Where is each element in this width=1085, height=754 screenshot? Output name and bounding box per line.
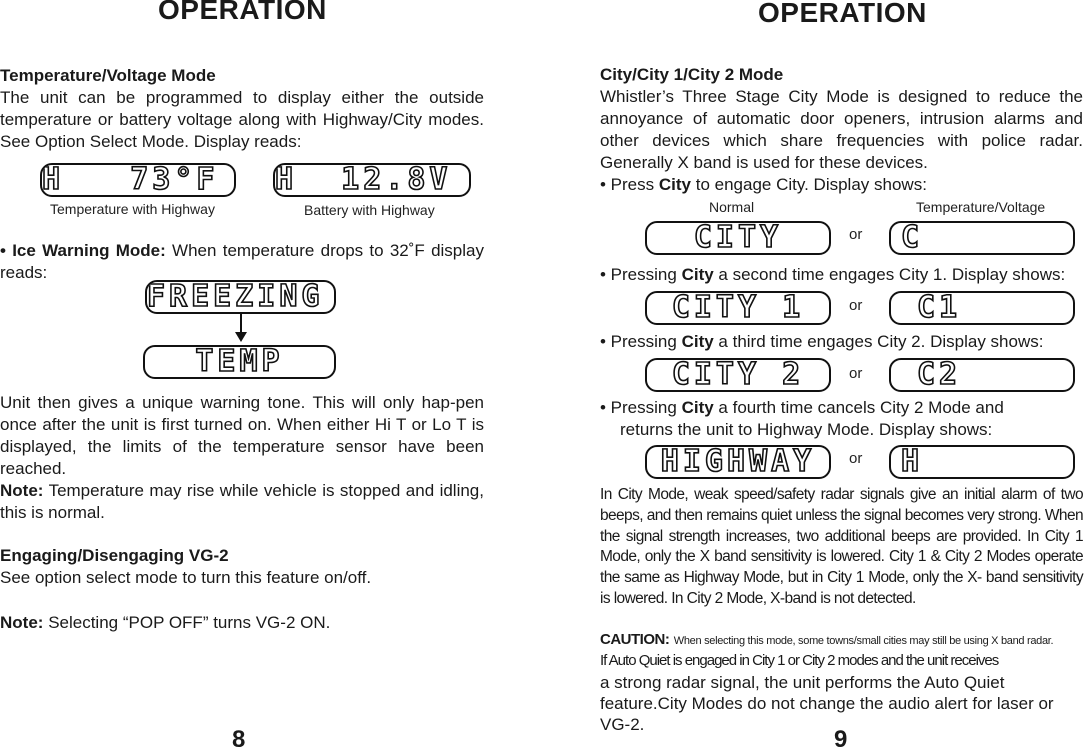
bullet-2-pre: • Pressing <box>600 265 677 284</box>
caption-temp-highway: Temperature with Highway <box>50 201 215 217</box>
lcd-city: CITY <box>645 221 831 255</box>
lcd-city-2: CITY 2 <box>645 358 831 392</box>
bullet-4-bold: City <box>681 398 714 417</box>
lcd-c: C <box>889 221 1075 255</box>
page-number-right: 9 <box>834 726 848 753</box>
city-mode-para: In City Mode, weak speed/safety radar signals give an initial alarm of two beeps, and then remains quiet unless the signal becomes very strong. When the signal strength increases, two additional beeps are provided. In City 1 Mode, only the X band sensitivity is lowered. City 1 & City 2 Modes operate the same as Highway Mode, but in City 1 Mode, only the X- band sensitivity is lowered. In City 2 Mode, X-band is not detected. <box>600 486 1083 607</box>
vg2-title: Engaging/Disengaging VG-2 <box>0 546 229 565</box>
lcd-freezing: FREEZING <box>145 280 336 314</box>
caption-battery-highway: Battery with Highway <box>304 202 435 218</box>
lcd-battery-highway: H 12.8V <box>273 163 471 197</box>
or-label-3: or <box>849 365 863 382</box>
after-warning-text: Unit then gives a unique warning tone. This will only hap-pen once after the unit is first turned on. When either Hi T or Lo T is displayed, the limits of the temperature sensor have been reached. <box>0 393 484 478</box>
bullet-1-post: to engage City. Display shows: <box>695 175 927 194</box>
bullet-3-post: a third time engages City 2. Display shows: <box>718 332 1044 351</box>
bullet-4-pre: • Pressing <box>600 398 677 417</box>
bullet-4 <box>600 397 1004 419</box>
col-normal-label: Normal <box>709 199 755 215</box>
lcd-h: H <box>889 445 1075 479</box>
lcd-c1: C1 <box>889 291 1075 325</box>
or-label-4: or <box>849 450 863 467</box>
temp-voltage-title: Temperature/Voltage Mode <box>0 66 216 85</box>
lcd-temp-highway: H 73°F <box>40 163 236 197</box>
lcd-c2: C2 <box>889 358 1075 392</box>
city-body: Whistler’s Three Stage City Mode is designed to reduce the annoyance of automatic door openers, intrusion alarms and other devices which share frequencies with police radar. Generally X band is used for these devices. <box>600 87 1083 172</box>
bullet-2-bold: City <box>681 265 714 284</box>
bullet-4-line2: returns the unit to Highway Mode. Display shows: <box>620 420 993 439</box>
vg2-body: See option select mode to turn this feature on/off. <box>0 568 372 587</box>
note1-para <box>0 480 484 524</box>
bullet-1 <box>600 174 927 196</box>
bullet-4-post: a fourth time cancels City 2 Mode and <box>718 398 1004 417</box>
page-header-left: OPERATION <box>158 0 327 25</box>
auto-quiet-rest: a strong radar signal, the unit performs the Auto Quiet feature.City Modes do not change the audio alert for laser or VG-2. <box>600 673 1054 734</box>
bullet-2-post: a second time engages City 1. Display shows: <box>718 265 1066 284</box>
note2-para <box>0 612 330 634</box>
col-tempvolt-label: Temperature/Voltage <box>916 199 1046 215</box>
ice-warning-label: • Ice Warning Mode: <box>0 241 166 260</box>
note2-label: Note: <box>0 613 44 632</box>
bullet-3-pre: • Pressing <box>600 332 677 351</box>
bullet-2 <box>600 264 1065 286</box>
note2-text: Selecting “POP OFF” turns VG-2 ON. <box>48 613 331 632</box>
city-title: City/City 1/City 2 Mode <box>600 65 784 84</box>
auto-quiet-line1: If Auto Quiet is engaged in City 1 or City 2 modes and the unit receives <box>600 652 999 669</box>
page-number-left: 8 <box>232 726 246 753</box>
caution-line <box>600 631 1085 649</box>
or-label-1: or <box>849 226 863 243</box>
page-header-right: OPERATION <box>758 0 927 28</box>
or-label-2: or <box>849 297 863 314</box>
note1-label: Note: <box>0 481 44 500</box>
bullet-1-bold: City <box>658 175 691 194</box>
lcd-temp: TEMP <box>143 345 336 379</box>
bullet-3 <box>600 331 1043 353</box>
temp-voltage-body: The unit can be programmed to display either the outside temperature or battery voltage along with Highway/City modes. See Option Select Mode. Display reads: <box>0 88 484 151</box>
down-arrow-icon <box>232 314 250 344</box>
bullet-3-bold: City <box>681 332 714 351</box>
caution-text: When selecting this mode, some towns/small cities may still be using X band radar. <box>673 635 1054 647</box>
ice-warning-para <box>0 240 484 284</box>
note1-text: Temperature may rise while vehicle is stopped and idling, this is normal. <box>0 481 484 522</box>
bullet-1-pre: • Press <box>600 175 655 194</box>
lcd-highway: HIGHWAY <box>645 445 831 479</box>
caution-label: CAUTION: <box>600 631 670 648</box>
ice-warning-body: When temperature drops to 32˚F display reads: <box>0 241 484 282</box>
lcd-city-1: CITY 1 <box>645 291 831 325</box>
